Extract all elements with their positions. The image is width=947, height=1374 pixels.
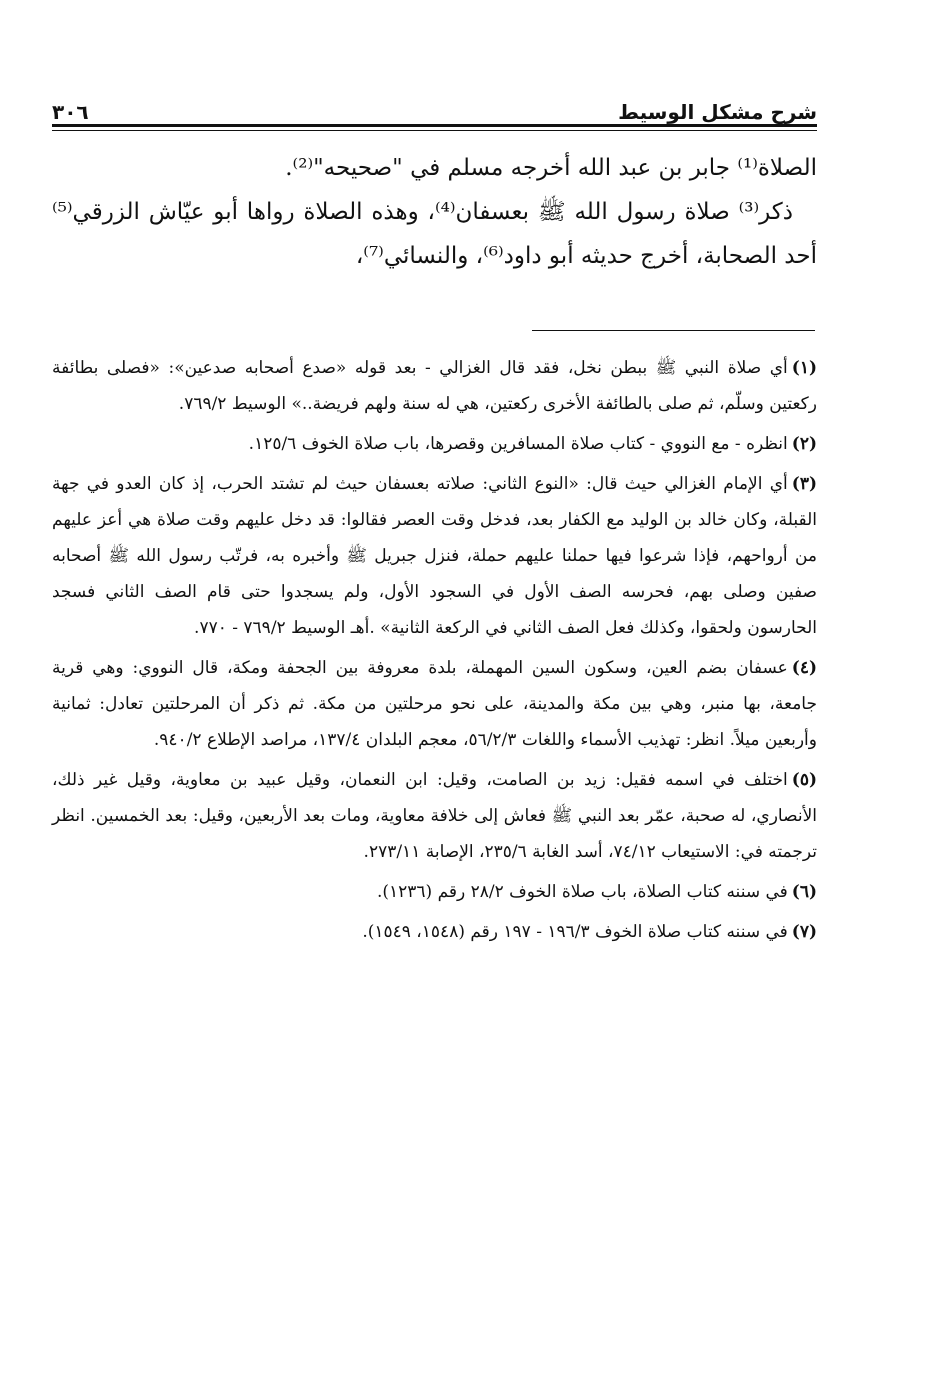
header-rule-thin bbox=[52, 130, 817, 131]
running-title: شرح مشكل الوسيط bbox=[618, 100, 817, 124]
footnote-1 bbox=[52, 350, 817, 422]
footnotes bbox=[52, 350, 817, 954]
footnote-4 bbox=[52, 650, 817, 758]
main-text-line: الصلاة⁽¹⁾ جابر بن عبد الله أخرجه مسلم في "صحيحه"⁽²⁾. bbox=[285, 155, 817, 181]
footnote-number: (٥) bbox=[791, 770, 817, 790]
footnote-text: عسفان بضم العين، وسكون السين المهملة، بلدة معروفة بين الجحفة ومكة، قال النووي: وهي قرية جامعة، بها منبر، وهي بين مكة والمدينة، على نحو مرحلتين من مكة. ثم ذكر أن المرحلتين تعادل: ثمانية وأربعين ميلاً. انظر: تهذيب الأسماء واللغات ٥٦/٢/٣، معجم البلدان ١٣٧/٤، مراصد الإطلاع ٩٤٠/٢. bbox=[52, 658, 817, 750]
footnote-2 bbox=[52, 426, 817, 462]
footnote-separator bbox=[532, 330, 815, 331]
footnote-3 bbox=[52, 466, 817, 646]
page-header bbox=[52, 98, 817, 124]
page-number: ٣٠٦ bbox=[52, 100, 89, 124]
footnote-number: (١) bbox=[791, 358, 817, 378]
footnote-number: (٣) bbox=[791, 474, 817, 494]
footnote-number: (٧) bbox=[791, 922, 817, 942]
footnote-7 bbox=[52, 914, 817, 950]
footnote-text: أي الإمام الغزالي حيث قال: «النوع الثاني: صلاته بعسفان حيث لم تشتد الحرب، إذ كان العدو في جهة القبلة، وكان خالد بن الوليد مع الكفار بعد، فدخل وقت العصر فقالوا: قد دخل عليهم وقت صلاة هي أعز عليهم من أرواحهم، فإذا شرعوا فيها حملنا عليهم حملة، فنزل جبريل ﷺ وأخبره به، فرتّب رسول الله ﷺ أصحابه صفين وصلى بهم، فحرسه الصف الأول في السجود الأول، ولم يسجدوا حتى قام الصف الثاني فسجد الحارسون ولحقوا، وكذلك فعل الصف الثاني في الركعة الثانية» .أهـ الوسيط ٧٦٩/٢ - ٧٧٠. bbox=[52, 474, 817, 638]
footnote-5 bbox=[52, 762, 817, 870]
footnote-number: (٦) bbox=[791, 882, 817, 902]
footnote-text: في سننه كتاب صلاة الخوف ١٩٦/٣ - ١٩٧ رقم (١٥٤٨، ١٥٤٩). bbox=[362, 922, 788, 942]
footnote-6 bbox=[52, 874, 817, 910]
footnote-text: أي صلاة النبي ﷺ ببطن نخل، فقد قال الغزالي - بعد قوله «صدع أصحابه صدعين»: «فصلى بطائفة ركعتين وسلّم، ثم صلى بالطائفة الأخرى ركعتين، هي له سنة ولهم فريضة..» الوسيط ٧٦٩/٢. bbox=[52, 358, 817, 414]
main-text bbox=[52, 146, 817, 278]
footnote-text: اختلف في اسمه فقيل: زيد بن الصامت، وقيل: ابن النعمان، وقيل عبيد بن معاوية، وقيل غير ذلك، الأنصاري، له صحبة، عمّر بعد النبي ﷺ فعاش إلى خلافة معاوية، ومات بعد الأربعين، وقيل: بعد الخمسين. انظر ترجمته في: الاستيعاب ٧٤/١٢، أسد الغابة ٢٣٥/٦، الإصابة ٢٧٣/١١. bbox=[52, 770, 817, 862]
footnote-number: (٢) bbox=[791, 434, 817, 454]
header-rule-thick bbox=[52, 124, 817, 127]
footnote-text: في سننه كتاب الصلاة، باب صلاة الخوف ٢٨/٢ رقم (١٢٣٦). bbox=[376, 882, 788, 902]
footnote-text: انظره - مع النووي - كتاب صلاة المسافرين وقصرها، باب صلاة الخوف ١٢٥/٦. bbox=[248, 434, 788, 454]
main-text-line: ذكر⁽³⁾ صلاة رسول الله ﷺ بعسفان⁽⁴⁾، وهذه الصلاة رواها أبو عيّاش الزرقي⁽⁵⁾ أحد الصحابة، أخرج حديثه أبو داود⁽⁶⁾، والنسائي⁽⁷⁾، bbox=[52, 199, 817, 269]
footnote-number: (٤) bbox=[791, 658, 817, 678]
